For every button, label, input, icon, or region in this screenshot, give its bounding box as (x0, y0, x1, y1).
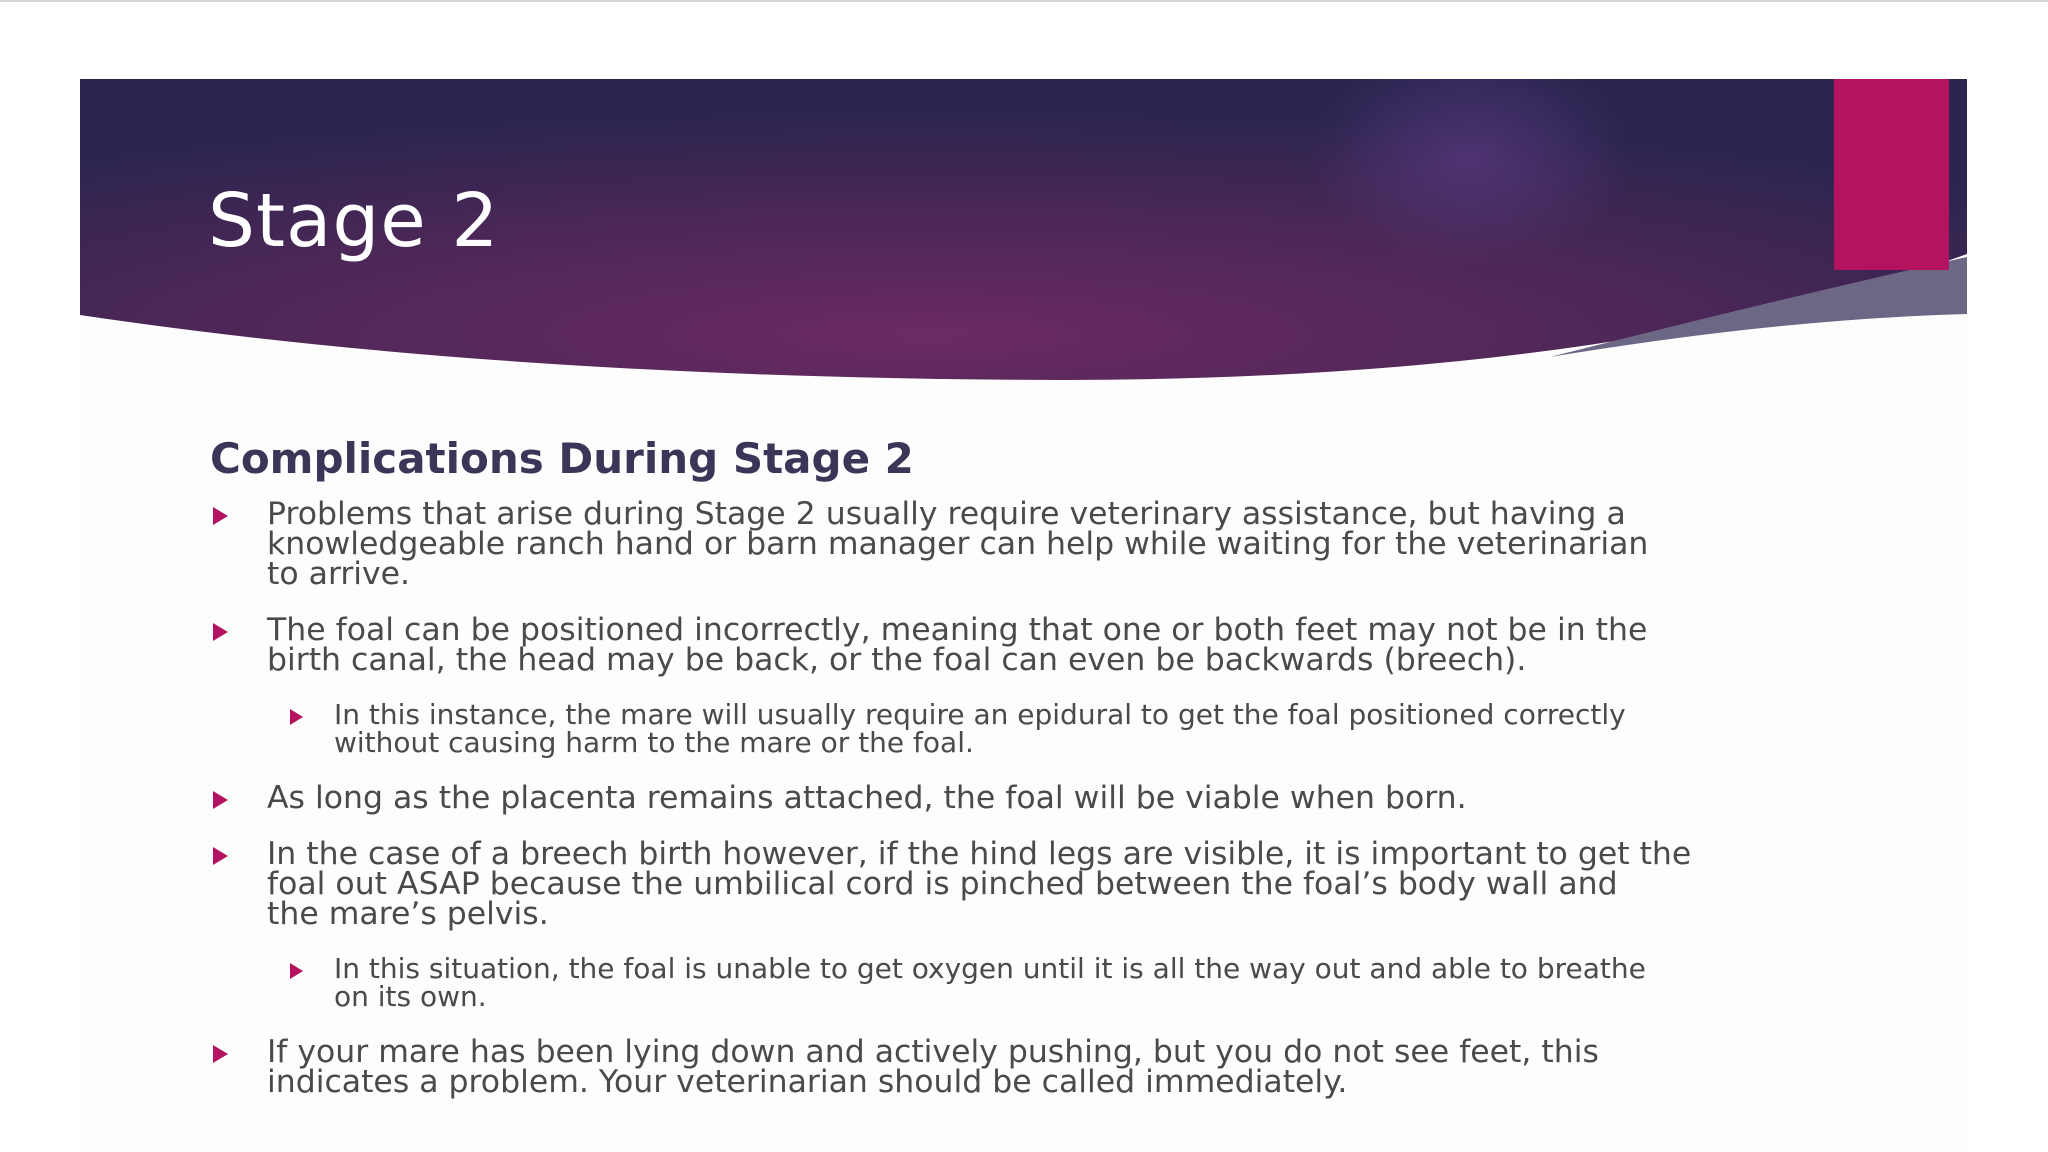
slide-content (210, 434, 1710, 1123)
bullet-text: birth canal, the head may be back, or the foal can even be backwards (breech). (267, 642, 1527, 678)
bullet-arrow-icon (213, 791, 228, 809)
bullet-text: to arrive. (267, 556, 411, 592)
bullet-text: Problems that arise during Stage 2 usually require veterinary assistance, but having a (267, 496, 1626, 532)
bullet-arrow-icon (213, 1045, 228, 1063)
sub-bullet-item (210, 952, 1710, 1013)
bullet-item (210, 1034, 1710, 1100)
bullet-text: foal out ASAP because the umbilical cord is pinched between the foal’s body wall and (267, 866, 1618, 902)
bullet-text: without causing harm to the mare or the foal. (334, 726, 974, 759)
accent-tab (1834, 79, 1949, 270)
bullet-arrow-icon (213, 507, 228, 525)
bullet-arrow-icon (213, 623, 228, 641)
bullet-text: In the case of a breech birth however, if the hind legs are visible, it is important to get the (267, 836, 1692, 872)
bullet-arrow-icon (213, 847, 228, 865)
bullet-text: The foal can be positioned incorrectly, meaning that one or both feet may not be in the (267, 612, 1648, 648)
bullet-arrow-icon (290, 709, 303, 725)
bullet-text: knowledgeable ranch hand or barn manager can help while waiting for the veterinarian (267, 526, 1649, 562)
sub-bullet-item (210, 698, 1710, 759)
bullet-text: As long as the placenta remains attached, the foal will be viable when born. (267, 780, 1467, 816)
bullet-item (210, 780, 1710, 816)
bullet-text: If your mare has been lying down and actively pushing, but you do not see feet, this (267, 1034, 1599, 1070)
bullet-text: In this instance, the mare will usually require an epidural to get the foal positioned correctly (334, 698, 1626, 731)
window-top-border (0, 0, 2048, 2)
slide-title: Stage 2 (208, 178, 500, 264)
bullet-text: indicates a problem. Your veterinarian should be called immediately. (267, 1064, 1348, 1100)
bullet-item (210, 612, 1710, 678)
bullet-arrow-icon (290, 963, 303, 979)
bullet-text: In this situation, the foal is unable to get oxygen until it is all the way out and able to breathe (334, 952, 1646, 985)
slide-subtitle: Complications During Stage 2 (210, 434, 914, 483)
bullet-item (210, 496, 1710, 592)
bullet-text: the mare’s pelvis. (267, 896, 549, 932)
bullet-text: on its own. (334, 980, 487, 1013)
bullet-item (210, 836, 1710, 932)
